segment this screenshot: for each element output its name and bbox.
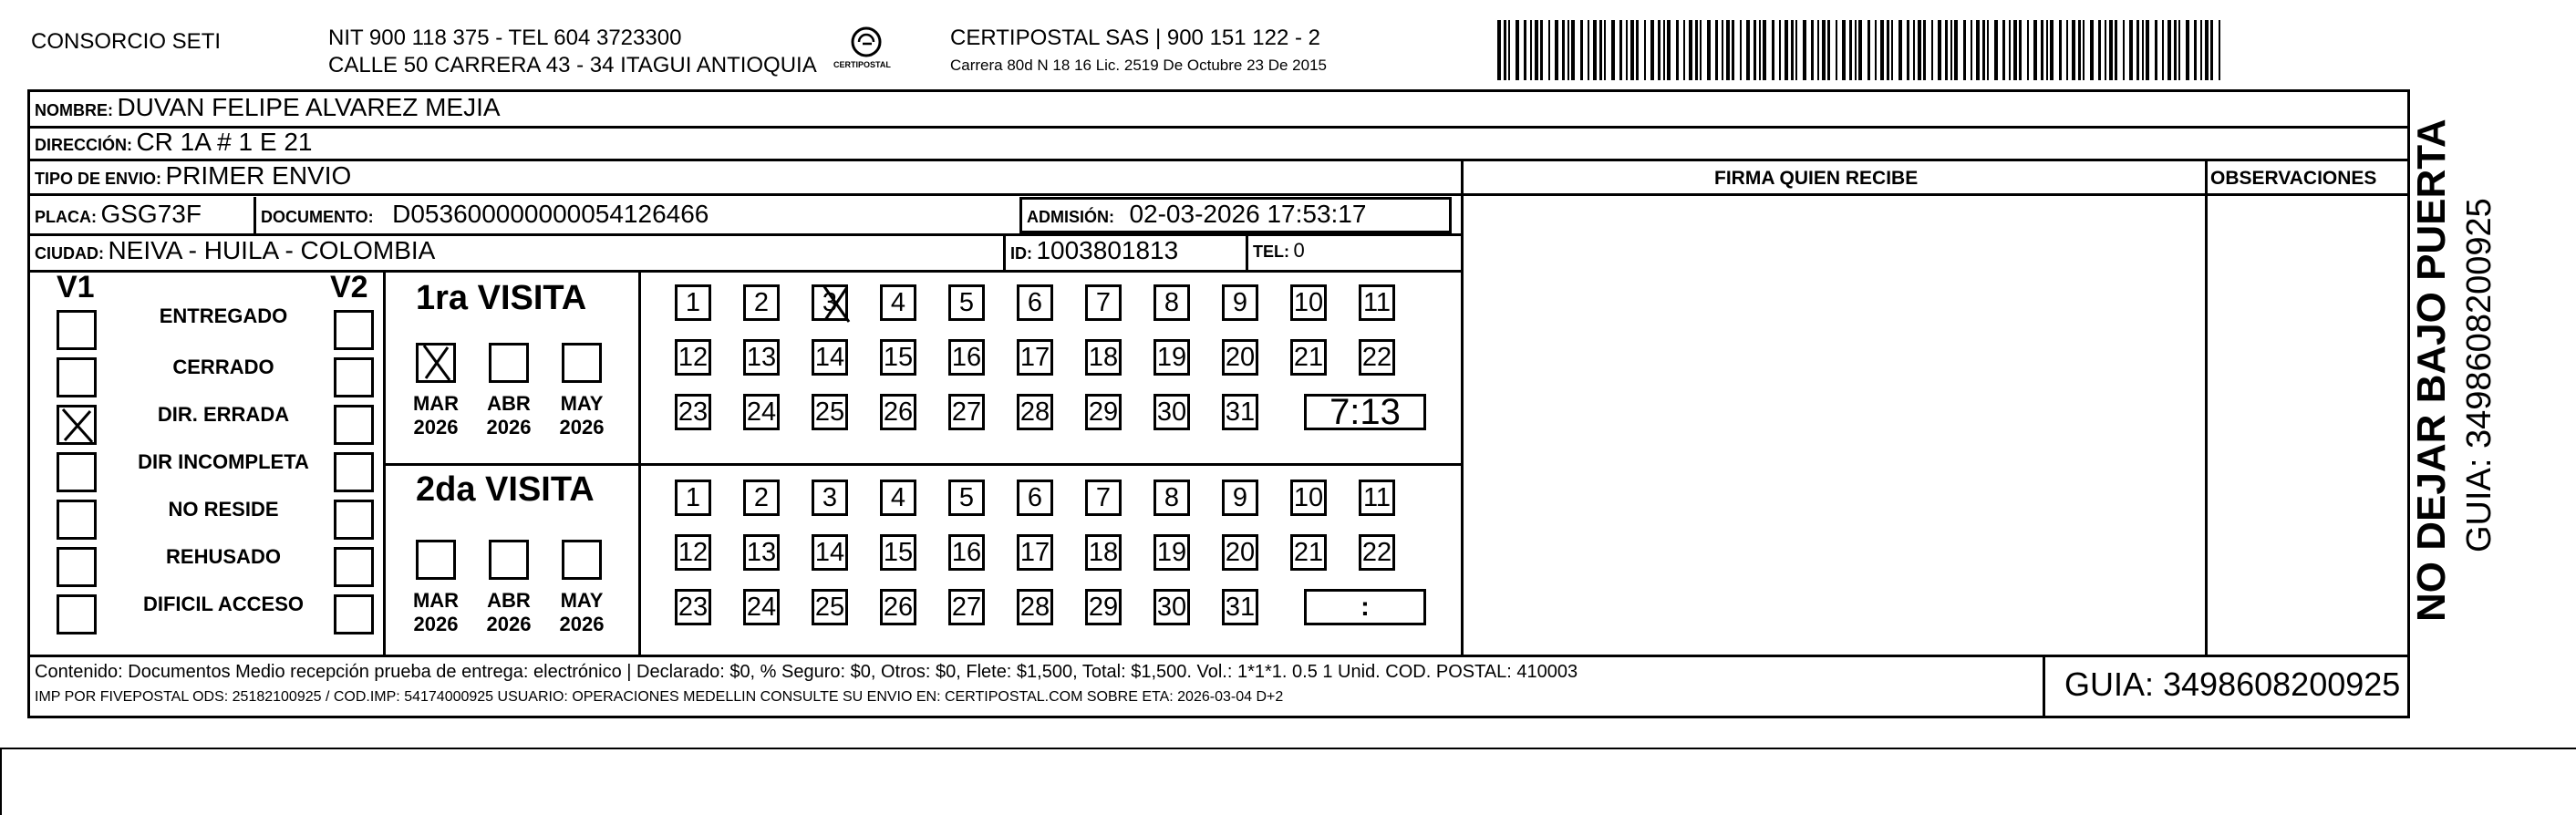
day-box[interactable]: 16	[948, 339, 985, 376]
certipostal-info: CERTIPOSTAL SAS | 900 151 122 - 2	[950, 26, 1320, 50]
barcode-bar	[1963, 20, 1966, 80]
handwritten-x-mark	[818, 282, 854, 325]
month-checkbox[interactable]	[562, 540, 602, 580]
v2-checkbox[interactable]	[334, 405, 374, 445]
day-box[interactable]: 17	[1017, 534, 1053, 571]
barcode-bar	[1562, 20, 1565, 80]
v1-checkbox[interactable]	[57, 547, 97, 587]
barcode-bar	[1971, 20, 1972, 80]
day-box[interactable]: 19	[1154, 534, 1190, 571]
tipo-row	[35, 161, 351, 191]
documento-label: DOCUMENTO:	[261, 208, 374, 226]
barcode-bar	[2009, 20, 2011, 80]
barcode-bar	[1571, 20, 1575, 80]
ciudad-value: NEIVA - HUILA - COLOMBIA	[108, 236, 436, 264]
side-guia: GUIA: 3498608200925	[2460, 198, 2498, 552]
barcode-bar	[1754, 20, 1756, 80]
month-label	[409, 392, 463, 439]
barcode-bar	[1611, 20, 1615, 80]
day-box[interactable]: 28	[1017, 394, 1053, 430]
barcode-bar	[1644, 20, 1646, 80]
barcode-bar	[2178, 20, 2180, 80]
barcode-bar	[2174, 20, 2177, 80]
barcode-bar	[1759, 20, 1761, 80]
tel-row	[1253, 239, 1305, 263]
day-box[interactable]: 31	[1222, 394, 1258, 430]
day-box[interactable]: 25	[812, 589, 848, 625]
barcode-bar	[1817, 20, 1819, 80]
month-checkbox[interactable]	[489, 540, 529, 580]
barcode-bar	[1516, 20, 1519, 80]
day-box[interactable]: 7	[1085, 480, 1122, 516]
footer-print-info: IMP POR FIVEPOSTAL ODS: 25182100925 / COD.IMP: 54174000925 USUARIO: OPERACIONES MEDELLIN CONSULTE SU ENVIO EN: CERTIPOSTAL.COM SOBRE ETA: 2026-03-04 D+2	[35, 689, 1284, 705]
tel-value: 0	[1293, 239, 1305, 262]
barcode-bar	[1923, 20, 1926, 80]
handwritten-x-mark	[419, 342, 455, 384]
barcode-bar	[1938, 20, 1941, 80]
month-checkbox[interactable]	[489, 343, 529, 383]
day-box[interactable]: 22	[1359, 339, 1395, 376]
placa-row	[35, 200, 202, 229]
barcode-bar	[1524, 20, 1526, 80]
barcode-bar	[1763, 20, 1766, 80]
day-box[interactable]: 2	[743, 480, 780, 516]
placa-label: PLACA:	[35, 208, 97, 226]
month-year: 2026	[413, 416, 459, 438]
barcode-bar	[1676, 20, 1679, 80]
day-box[interactable]: 27	[948, 589, 985, 625]
barcode-bar	[1811, 20, 1814, 80]
barcode-bar	[1918, 20, 1921, 80]
barcode-bar	[2098, 20, 2101, 80]
barcode-bar	[2041, 20, 2043, 80]
barcode-bar	[2162, 20, 2164, 80]
month-year: 2026	[413, 613, 459, 635]
barcode-bar	[1913, 20, 1915, 80]
barcode-bar	[1880, 20, 1884, 80]
barcode-bar	[1740, 20, 1742, 80]
day-box[interactable]: 9	[1222, 480, 1258, 516]
barcode-bar	[1954, 20, 1958, 80]
day-box[interactable]: 22	[1359, 534, 1395, 571]
barcode-bar	[1658, 20, 1660, 80]
barcode-bar	[2136, 20, 2139, 80]
barcode-bar	[1683, 20, 1685, 80]
month-name: MAR	[412, 392, 460, 415]
barcode-bar	[1689, 20, 1692, 80]
barcode-bar	[1663, 20, 1665, 80]
barcode-bar	[1779, 20, 1781, 80]
barcode-bar	[1599, 20, 1602, 80]
barcode-bar	[1875, 20, 1877, 80]
time-box[interactable]: :	[1304, 589, 1426, 625]
day-box[interactable]: 12	[675, 534, 711, 571]
certipostal-license: Carrera 80d N 18 16 Lic. 2519 De Octubre 23 De 2015	[950, 57, 1327, 74]
barcode-bar	[1715, 20, 1718, 80]
status-label: ENTREGADO	[159, 304, 288, 327]
barcode-bar	[2155, 20, 2157, 80]
barcode	[1497, 20, 2227, 80]
day-box[interactable]: 10	[1290, 284, 1327, 321]
barcode-bar	[1827, 20, 1830, 80]
barcode-bar	[1822, 20, 1826, 80]
day-box[interactable]: 13	[743, 339, 780, 376]
nombre-row	[35, 93, 501, 122]
day-box[interactable]: 21	[1290, 534, 1327, 571]
day-box[interactable]: 23	[675, 394, 711, 430]
barcode-bar	[1508, 20, 1510, 80]
v2-label: V2	[330, 270, 368, 304]
barcode-bar	[2219, 20, 2220, 80]
month-year: 2026	[559, 416, 605, 438]
barcode-bar	[1580, 20, 1583, 80]
barcode-bar	[2123, 20, 2125, 80]
observaciones-header: OBSERVACIONES	[2210, 168, 2377, 189]
barcode-bar	[1722, 20, 1723, 80]
barcode-bar	[1772, 20, 1774, 80]
footer-guia: GUIA: 3498608200925	[2064, 665, 2401, 703]
month-label	[554, 589, 609, 636]
certipostal-logo	[830, 24, 903, 77]
month-year: 2026	[486, 613, 532, 635]
month-year: 2026	[559, 613, 605, 635]
barcode-bar	[1795, 20, 1797, 80]
month-checkbox[interactable]	[562, 343, 602, 383]
barcode-bar	[2027, 20, 2029, 80]
day-box[interactable]: 8	[1154, 284, 1190, 321]
barcode-bar	[1593, 20, 1597, 80]
day-box[interactable]: 5	[948, 284, 985, 321]
barcode-bar	[1530, 20, 1532, 80]
day-box[interactable]: 13	[743, 534, 780, 571]
day-box[interactable]: 6	[1017, 480, 1053, 516]
barcode-bar	[1630, 20, 1634, 80]
direccion-row	[35, 128, 312, 157]
barcode-bar	[1548, 20, 1550, 80]
barcode-bar	[1707, 20, 1711, 80]
nombre-label: NOMBRE:	[35, 101, 113, 119]
barcode-bar	[1891, 20, 1893, 80]
day-box[interactable]: 16	[948, 534, 985, 571]
barcode-bar	[1987, 20, 1989, 80]
handwritten-x-mark	[57, 406, 98, 446]
company-address: CALLE 50 CARRERA 43 - 34 ITAGUI ANTIOQUIA	[328, 53, 817, 77]
barcode-bar	[2146, 20, 2149, 80]
barcode-bar	[1855, 20, 1857, 80]
barcode-bar	[1540, 20, 1543, 80]
barcode-bar	[2002, 20, 2005, 80]
barcode-bar	[1931, 20, 1933, 80]
status-label: NO RESIDE	[168, 498, 279, 521]
barcode-bar	[1785, 20, 1788, 80]
barcode-bar	[2013, 20, 2017, 80]
barcode-bar	[1567, 20, 1569, 80]
barcode-bar	[1791, 20, 1794, 80]
barcode-bar	[2019, 20, 2022, 80]
day-box[interactable]: 31	[1222, 589, 1258, 625]
barcode-bar	[1887, 20, 1889, 80]
barcode-bar	[2072, 20, 2075, 80]
status-label: CERRADO	[172, 356, 274, 378]
barcode-bar	[2046, 20, 2048, 80]
day-box[interactable]: 27	[948, 394, 985, 430]
day-box[interactable]: 29	[1085, 394, 1122, 430]
v2-checkbox[interactable]	[334, 594, 374, 634]
admision-label: ADMISIÓN:	[1027, 208, 1114, 226]
tipo-label: TIPO DE ENVIO:	[35, 170, 162, 188]
month-label	[554, 392, 609, 439]
barcode-bar	[1588, 20, 1589, 80]
day-box[interactable]: 9	[1222, 284, 1258, 321]
barcode-bar	[1626, 20, 1628, 80]
barcode-bar	[1700, 20, 1702, 80]
barcode-bar	[2109, 20, 2113, 80]
admision-row	[1027, 200, 1366, 229]
v1-label: V1	[57, 270, 95, 304]
barcode-bar	[1945, 20, 1948, 80]
barcode-bar	[2083, 20, 2085, 80]
day-box[interactable]: 3	[812, 480, 848, 516]
barcode-bar	[2129, 20, 2133, 80]
id-label: ID:	[1010, 244, 1032, 263]
barcode-bar	[1555, 20, 1558, 80]
status-label: DIR INCOMPLETA	[138, 450, 309, 473]
barcode-bar	[2050, 20, 2054, 80]
month-name: MAY	[560, 392, 604, 415]
month-checkbox[interactable]	[416, 343, 456, 383]
day-box[interactable]: 15	[880, 339, 916, 376]
status-label: DIR. ERRADA	[157, 403, 290, 426]
barcode-bar	[1849, 20, 1852, 80]
day-box[interactable]: 24	[743, 589, 780, 625]
day-box[interactable]: 21	[1290, 339, 1327, 376]
barcode-bar	[1667, 20, 1671, 80]
barcode-bar	[1535, 20, 1538, 80]
day-box[interactable]: 26	[880, 394, 916, 430]
day-box[interactable]: 30	[1154, 394, 1190, 430]
day-box[interactable]: 23	[675, 589, 711, 625]
documento-row	[261, 200, 709, 229]
v1-checkbox[interactable]	[57, 405, 97, 445]
day-box[interactable]: 4	[880, 284, 916, 321]
barcode-bar	[1976, 20, 1980, 80]
day-box[interactable]: 1	[675, 284, 711, 321]
barcode-bar	[1504, 20, 1506, 80]
barcode-bar	[2210, 20, 2213, 80]
v2-checkbox[interactable]	[334, 357, 374, 397]
direccion-value: CR 1A # 1 E 21	[136, 128, 313, 156]
month-name: ABR	[487, 392, 531, 415]
barcode-bar	[1726, 20, 1730, 80]
month-name: ABR	[487, 589, 531, 612]
month-name: MAR	[412, 589, 460, 612]
day-box[interactable]: 26	[880, 589, 916, 625]
barcode-bar	[2105, 20, 2106, 80]
barcode-bar	[2194, 20, 2197, 80]
day-box[interactable]: 11	[1359, 284, 1395, 321]
barcode-bar	[2033, 20, 2037, 80]
day-box[interactable]: 4	[880, 480, 916, 516]
company-nit: NIT 900 118 375 - TEL 604 3723300	[328, 26, 682, 50]
barcode-bar	[1695, 20, 1698, 80]
side-notice: NO DEJAR BAJO PUERTA	[2409, 119, 2454, 622]
v1-checkbox[interactable]	[57, 452, 97, 492]
admision-value: 02-03-2026 17:53:17	[1129, 200, 1367, 228]
day-box[interactable]: 5	[948, 480, 985, 516]
v1-checkbox[interactable]	[57, 310, 97, 350]
status-label: DIFICIL ACCESO	[142, 593, 304, 615]
barcode-bar	[1636, 20, 1639, 80]
barcode-bar	[2078, 20, 2081, 80]
barcode-bar	[1650, 20, 1654, 80]
barcode-bar	[1836, 20, 1837, 80]
id-row	[1010, 236, 1178, 265]
v1-checkbox[interactable]	[57, 594, 97, 634]
day-box[interactable]: 17	[1017, 339, 1053, 376]
barcode-bar	[1746, 20, 1750, 80]
day-box[interactable]: 8	[1154, 480, 1190, 516]
ciudad-row	[35, 236, 435, 265]
day-box[interactable]: 30	[1154, 589, 1190, 625]
nombre-value: DUVAN FELIPE ALVAREZ MEJIA	[117, 93, 501, 121]
documento-value: D053600000000054126466	[392, 200, 709, 228]
barcode-bar	[1907, 20, 1909, 80]
tel-label: TEL:	[1253, 242, 1289, 261]
day-box[interactable]: 18	[1085, 534, 1122, 571]
barcode-bar	[2090, 20, 2094, 80]
visita2-title: 2da VISITA	[416, 470, 595, 509]
barcode-bar	[2200, 20, 2202, 80]
v1-checkbox[interactable]	[57, 500, 97, 540]
barcode-bar	[1867, 20, 1870, 80]
v1-checkbox[interactable]	[57, 357, 97, 397]
time-box[interactable]: 7:13	[1304, 394, 1426, 430]
barcode-bar	[2205, 20, 2209, 80]
status-label: REHUSADO	[166, 545, 281, 568]
v2-checkbox[interactable]	[334, 452, 374, 492]
tipo-value: PRIMER ENVIO	[165, 161, 352, 190]
day-box[interactable]: 20	[1222, 534, 1258, 571]
v2-checkbox[interactable]	[334, 310, 374, 350]
barcode-bar	[1803, 20, 1806, 80]
day-box[interactable]: 6	[1017, 284, 1053, 321]
day-box[interactable]: 24	[743, 394, 780, 430]
placa-value: GSG73F	[100, 200, 202, 228]
day-box[interactable]: 20	[1222, 339, 1258, 376]
firma-header: FIRMA QUIEN RECIBE	[1714, 168, 1919, 189]
barcode-bar	[1994, 20, 1998, 80]
v2-checkbox[interactable]	[334, 547, 374, 587]
month-year: 2026	[486, 416, 532, 438]
company-name: CONSORCIO SETI	[31, 29, 222, 54]
ciudad-label: CIUDAD:	[35, 244, 104, 263]
month-label	[409, 589, 463, 636]
barcode-bar	[2066, 20, 2068, 80]
month-label	[481, 392, 536, 439]
barcode-bar	[2142, 20, 2144, 80]
day-box[interactable]: 1	[675, 480, 711, 516]
barcode-bar	[2167, 20, 2171, 80]
barcode-bar	[1497, 20, 1501, 80]
day-box[interactable]: 15	[880, 534, 916, 571]
footer-content: Contenido: Documentos Medio recepción prueba de entrega: electrónico | Declarado: $0, % Seguro: $0, Otros: $0, Flete: $1,500, Total: $1,500. Vol.: 1*1*1. 0.5 1 Unid. COD. POSTAL: 410003	[35, 662, 1578, 682]
barcode-bar	[1732, 20, 1734, 80]
barcode-bar	[2186, 20, 2189, 80]
day-box[interactable]: 29	[1085, 589, 1122, 625]
day-box[interactable]: 3	[812, 284, 848, 321]
month-label	[481, 589, 536, 636]
barcode-bar	[2115, 20, 2117, 80]
barcode-bar	[1858, 20, 1862, 80]
month-checkbox[interactable]	[416, 540, 456, 580]
day-box[interactable]: 25	[812, 394, 848, 430]
barcode-bar	[1898, 20, 1902, 80]
day-box[interactable]: 19	[1154, 339, 1190, 376]
month-name: MAY	[560, 589, 604, 612]
barcode-bar	[1842, 20, 1846, 80]
day-box[interactable]: 7	[1085, 284, 1122, 321]
day-box[interactable]: 28	[1017, 589, 1053, 625]
barcode-bar	[1619, 20, 1622, 80]
visita1-title: 1ra VISITA	[416, 279, 587, 317]
barcode-bar	[2059, 20, 2062, 80]
day-box[interactable]: 18	[1085, 339, 1122, 376]
barcode-bar	[1950, 20, 1952, 80]
day-box[interactable]: 11	[1359, 480, 1395, 516]
day-box[interactable]: 12	[675, 339, 711, 376]
logo-text: CERTIPOSTAL	[833, 60, 891, 69]
day-box[interactable]: 10	[1290, 480, 1327, 516]
day-box[interactable]: 2	[743, 284, 780, 321]
direccion-label: DIRECCIÓN:	[35, 136, 132, 154]
barcode-bar	[1604, 20, 1606, 80]
v2-checkbox[interactable]	[334, 500, 374, 540]
day-box[interactable]: 14	[812, 534, 848, 571]
barcode-bar	[1982, 20, 1985, 80]
day-box[interactable]: 14	[812, 339, 848, 376]
id-value: 1003801813	[1036, 236, 1179, 264]
